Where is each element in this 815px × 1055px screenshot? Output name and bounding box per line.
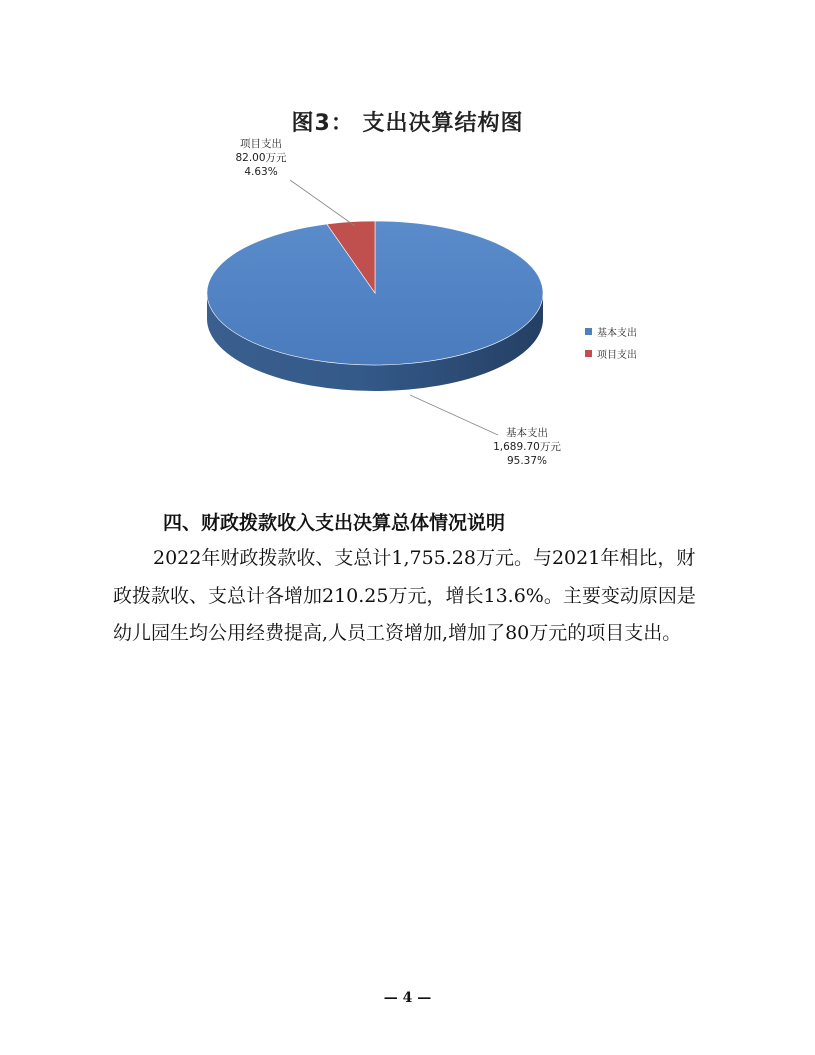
pie-chart (0, 0, 815, 500)
slice-label-project-value: 82.00万元 (235, 152, 287, 164)
legend-swatch-basic (585, 328, 592, 335)
slice-label-basic-percent: 95.37% (506, 455, 548, 467)
leader-line-project (290, 180, 355, 226)
legend-label-project: 项目支出 (597, 349, 637, 361)
legend-item-basic (585, 320, 637, 342)
page-number: — 4 — (383, 990, 432, 1006)
section-heading: 四、财政拨款收入支出决算总体情况说明 (163, 512, 506, 534)
slice-label-basic-value: 1,689.70万元 (493, 441, 561, 453)
slice-label-basic-name: 基本支出 (506, 427, 548, 439)
slice-label-basic (482, 426, 572, 468)
body-paragraph: 2022年财政拨款收、支总计1,755.28万元。与2021年相比，财政拨款收、支总计各增加210.25万元，增长13.6%。主要变动原因是幼儿园生均公用经费提高,人员工资增加,增加了80万元的项目支出。 (113, 547, 696, 644)
chart-title: 图3： 支出决算结构图 (291, 111, 524, 136)
slice-label-project-name: 项目支出 (240, 138, 282, 150)
legend-swatch-project (585, 350, 592, 357)
slice-label-project-percent: 4.63% (244, 166, 278, 178)
chart-legend (585, 320, 637, 364)
legend-label-basic: 基本支出 (597, 327, 637, 339)
slice-label-project (222, 137, 300, 179)
legend-item-project (585, 342, 637, 364)
